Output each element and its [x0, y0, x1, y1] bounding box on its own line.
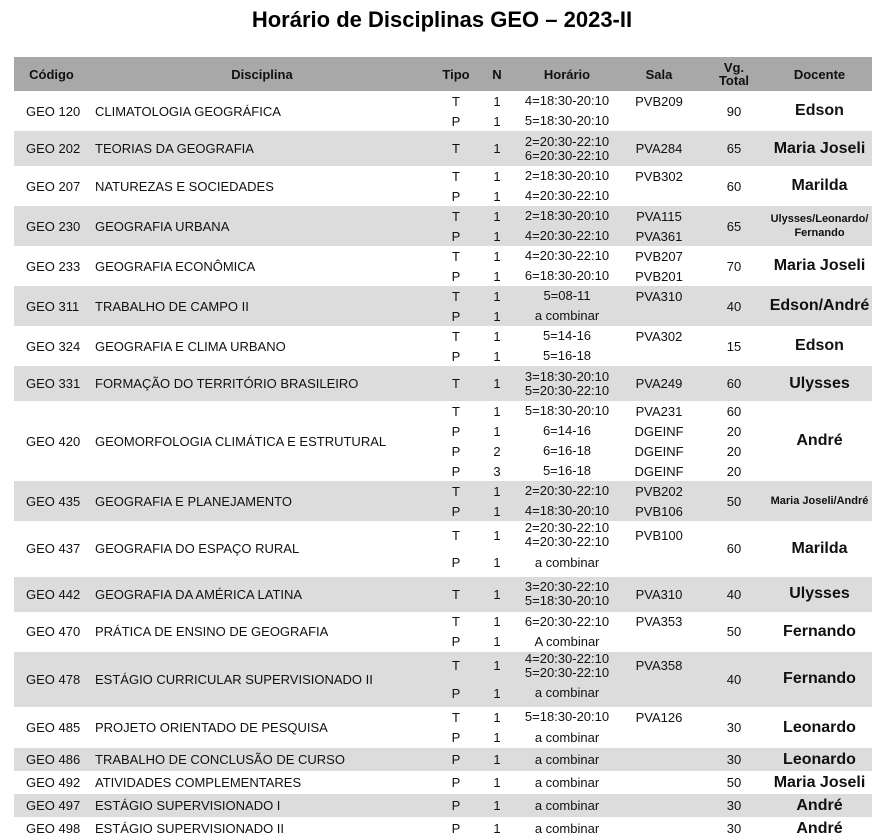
course-horario: 5=08-11: [517, 286, 617, 306]
course-tipo: P: [451, 348, 461, 364]
course-n: 1: [493, 821, 501, 836]
course-vagas: 30: [701, 794, 767, 817]
course-n: 1: [477, 680, 517, 708]
course-horario: 2=20:30-22:10: [517, 481, 617, 501]
course-tipo: P: [451, 775, 461, 790]
course-n: 1: [493, 328, 501, 344]
course-docente: Leonardo: [783, 718, 856, 736]
course-vagas: 60: [726, 541, 742, 557]
course-docente: Ulysses: [767, 577, 872, 612]
course-n: 1: [477, 794, 517, 817]
course-tipo: T: [452, 328, 460, 344]
course-vagas: 15: [726, 338, 742, 354]
course-vagas: 40: [701, 286, 767, 326]
course-docente: Maria Joseli/André: [767, 481, 872, 521]
course-horario: 4=20:30-22:10: [524, 188, 610, 203]
course-sala: PVB201: [635, 268, 683, 284]
course-docente: André: [796, 819, 843, 837]
course-sala: PVA358: [617, 652, 701, 680]
course-horario: 5=16-18: [542, 348, 592, 363]
header-tipo: Tipo: [435, 57, 477, 91]
course-n: 1: [477, 577, 517, 612]
course-docente: Fernando: [783, 622, 856, 640]
course-tipo: P: [451, 443, 461, 459]
header-docente: Docente: [767, 57, 872, 91]
course-name: ESTÁGIO SUPERVISIONADO I: [89, 794, 435, 817]
table-row: [14, 794, 872, 817]
course-horario: a combinar: [517, 680, 617, 708]
course-n: 1: [477, 286, 517, 306]
header-row: [14, 57, 872, 91]
course-tipo: T: [452, 709, 460, 725]
course-n: 1: [493, 709, 501, 725]
course-horario: a combinar: [517, 748, 617, 771]
course-sala: PVA126: [635, 709, 683, 725]
course-sala: PVA115: [617, 206, 701, 226]
course-code: GEO 442: [14, 577, 89, 612]
course-vagas: 50: [701, 481, 767, 521]
table-row: [14, 748, 872, 771]
course-vagas: 40: [701, 577, 767, 612]
table-row: [14, 707, 872, 728]
course-sala: PVB106: [617, 501, 701, 521]
page-title: Horário de Disciplinas GEO – 2023-II: [251, 7, 633, 32]
course-name: TRABALHO DE CONCLUSÃO DE CURSO: [89, 748, 435, 771]
course-vagas: 65: [701, 206, 767, 246]
course-code: GEO 435: [14, 481, 89, 521]
course-code: GEO 233: [26, 258, 81, 274]
course-horario: 5=14-16: [542, 328, 592, 343]
course-code: GEO 311: [14, 286, 89, 326]
course-vagas: 50: [726, 624, 742, 639]
course-docente: André: [796, 432, 843, 449]
course-code: GEO 497: [14, 794, 89, 817]
course-n: 1: [477, 748, 517, 771]
course-n: 1: [493, 93, 501, 109]
course-sala: DGEINF: [634, 443, 684, 459]
course-sala: [617, 632, 701, 652]
course-sala: PVA249: [617, 366, 701, 401]
course-n: 1: [477, 481, 517, 501]
course-horario: 4=18:30-20:10: [517, 501, 617, 521]
course-code: GEO 485: [26, 720, 81, 735]
course-horario: 5=18:30-20:10: [524, 709, 610, 725]
table-row: [14, 366, 872, 401]
course-sala: PVA231: [635, 403, 683, 419]
course-name: GEOGRAFIA ECONÔMICA: [95, 258, 256, 274]
course-horario: a combinar: [517, 794, 617, 817]
course-sala: DGEINF: [634, 423, 684, 439]
course-tipo: T: [452, 527, 460, 543]
course-code: GEO 492: [26, 775, 81, 790]
table-row: [14, 481, 872, 501]
course-sala: PVB302: [635, 168, 683, 184]
course-n: 1: [477, 131, 517, 166]
course-n: 1: [493, 403, 501, 419]
course-name: GEOGRAFIA DO ESPAÇO RURAL: [95, 541, 300, 557]
course-code: GEO 498: [26, 821, 81, 836]
course-horario: 4=20:30-22:10: [524, 248, 610, 263]
course-docente: Ulysses: [767, 366, 872, 401]
course-name: NATUREZAS E SOCIEDADES: [95, 178, 274, 194]
course-code: GEO 202: [14, 131, 89, 166]
course-n: 1: [493, 268, 501, 284]
course-docente: Edson: [795, 102, 844, 119]
course-tipo: P: [435, 306, 477, 326]
course-horario: 6=16-18: [542, 443, 592, 458]
course-horario: 4=20:30-22:10: [517, 226, 617, 246]
course-n: 1: [493, 730, 501, 746]
course-tipo: P: [435, 794, 477, 817]
course-vagas: 30: [726, 821, 742, 836]
course-tipo: T: [435, 481, 477, 501]
course-horario: 5=16-18: [542, 463, 592, 478]
course-sala: PVA302: [635, 328, 683, 344]
course-name: ESTÁGIO SUPERVISIONADO II: [95, 821, 285, 836]
course-tipo: P: [451, 634, 461, 649]
course-name: TEORIAS DA GEOGRAFIA: [89, 131, 435, 166]
course-code: GEO 230: [14, 206, 89, 246]
course-n: 1: [477, 206, 517, 226]
course-tipo: T: [452, 614, 460, 629]
course-tipo: P: [451, 268, 461, 284]
course-tipo: P: [451, 555, 461, 571]
course-sala: PVA361: [617, 226, 701, 246]
course-sala: [617, 748, 701, 771]
table-row: [14, 612, 872, 632]
course-code: GEO 324: [26, 338, 81, 354]
course-name: GEOMORFOLOGIA CLIMÁTICA E ESTRUTURAL: [95, 433, 387, 449]
course-name: GEOGRAFIA E PLANEJAMENTO: [89, 481, 435, 521]
course-n: 1: [493, 423, 501, 439]
course-tipo: P: [451, 821, 461, 836]
course-code: GEO 437: [26, 541, 81, 557]
course-vagas: 20: [726, 423, 742, 439]
course-vagas: 30: [701, 748, 767, 771]
course-sala: PVB100: [635, 527, 683, 543]
header-sala: Sala: [617, 57, 701, 91]
course-horario: A combinar: [534, 633, 600, 649]
course-docente: Leonardo: [767, 748, 872, 771]
course-horario: 6=20:30-22:10: [524, 613, 610, 629]
course-sala: [617, 306, 701, 326]
course-n: 1: [493, 555, 501, 571]
course-docente: André: [767, 794, 872, 817]
course-code: GEO 420: [26, 433, 81, 449]
course-sala: PVB207: [635, 248, 683, 264]
course-name: ATIVIDADES COMPLEMENTARES: [95, 775, 302, 790]
course-tipo: T: [452, 403, 460, 419]
course-vagas: 20: [726, 463, 742, 479]
course-vagas: 60: [726, 178, 742, 194]
course-n: 1: [477, 226, 517, 246]
course-tipo: T: [435, 206, 477, 226]
table-row: [14, 521, 872, 549]
course-tipo: P: [451, 113, 461, 129]
course-docente: Maria Joseli: [773, 773, 866, 791]
course-tipo: T: [435, 652, 477, 680]
course-sala: [617, 680, 701, 708]
table-row: [14, 286, 872, 306]
course-sala: [617, 728, 701, 749]
course-tipo: P: [451, 463, 461, 479]
table-row: [14, 166, 872, 186]
course-docente: Ulysses/Leonardo/ Fernando: [767, 206, 872, 246]
course-sala: [617, 771, 701, 794]
course-horario: 3=18:30-20:10 5=20:30-22:10: [517, 366, 617, 401]
course-horario: 6=18:30-20:10: [524, 268, 610, 283]
course-name: ESTÁGIO CURRICULAR SUPERVISIONADO II: [89, 652, 435, 708]
course-horario: 3=20:30-22:10 5=18:30-20:10: [517, 577, 617, 612]
course-n: 1: [493, 248, 501, 264]
course-tipo: T: [435, 286, 477, 306]
course-name: PROJETO ORIENTADO DE PESQUISA: [95, 720, 328, 735]
course-name: FORMAÇÃO DO TERRITÓRIO BRASILEIRO: [89, 366, 435, 401]
course-vagas: 20: [726, 443, 742, 459]
schedule-table: [14, 57, 872, 840]
table-row: [14, 652, 872, 680]
course-tipo: P: [451, 423, 461, 439]
header-n: N: [477, 57, 517, 91]
course-horario: a combinar: [534, 554, 600, 570]
course-tipo: P: [451, 188, 461, 204]
course-sala: [617, 794, 701, 817]
course-tipo: P: [435, 501, 477, 521]
course-docente: Marilda: [791, 177, 848, 194]
table-row: [14, 577, 872, 612]
course-vagas: 60: [726, 403, 742, 419]
course-horario: a combinar: [534, 820, 600, 836]
course-horario: 4=18:30-20:10: [524, 93, 610, 108]
course-n: 2: [493, 443, 501, 459]
course-vagas: 65: [701, 131, 767, 166]
course-sala: DGEINF: [634, 463, 684, 479]
course-sala: [617, 346, 701, 366]
course-vagas: 90: [726, 103, 742, 119]
course-horario: a combinar: [534, 774, 600, 790]
header-disciplina: Disciplina: [89, 57, 435, 91]
header-vagas: Vg. Total: [701, 57, 767, 91]
course-vagas: 50: [726, 775, 742, 790]
course-code: GEO 486: [14, 748, 89, 771]
course-tipo: P: [435, 226, 477, 246]
course-tipo: P: [435, 680, 477, 708]
course-tipo: T: [452, 93, 460, 109]
course-horario: 2=20:30-22:10 6=20:30-22:10: [517, 131, 617, 166]
course-tipo: T: [435, 577, 477, 612]
course-tipo: P: [451, 730, 461, 746]
course-horario: a combinar: [534, 729, 600, 745]
course-code: GEO 478: [14, 652, 89, 708]
course-sala: PVA353: [635, 614, 683, 629]
course-vagas: 70: [726, 258, 742, 274]
course-n: 1: [477, 652, 517, 680]
table-row: [14, 246, 872, 266]
course-name: TRABALHO DE CAMPO II: [89, 286, 435, 326]
course-name: PRÁTICA DE ENSINO DE GEOGRAFIA: [95, 624, 329, 639]
course-n: 1: [493, 527, 501, 543]
course-horario: 5=18:30-20:10: [524, 113, 610, 128]
course-n: 1: [477, 306, 517, 326]
course-horario: 2=20:30-22:10 4=20:30-22:10: [524, 520, 610, 549]
course-code: GEO 470: [26, 624, 81, 639]
course-horario: 5=18:30-20:10: [524, 403, 610, 418]
course-vagas: 60: [701, 366, 767, 401]
course-n: 1: [493, 614, 501, 629]
course-tipo: T: [452, 248, 460, 264]
course-code: GEO 120: [26, 103, 81, 119]
course-n: 1: [493, 188, 501, 204]
course-docente: Maria Joseli: [767, 131, 872, 166]
course-n: 1: [493, 775, 501, 790]
course-name: GEOGRAFIA DA AMÉRICA LATINA: [89, 577, 435, 612]
course-sala: [617, 549, 701, 577]
course-horario: 4=20:30-22:10 5=20:30-22:10: [517, 652, 617, 680]
course-vagas: 30: [726, 720, 742, 735]
table-row: [14, 131, 872, 166]
course-sala: PVA310: [617, 577, 701, 612]
course-sala: PVA310: [617, 286, 701, 306]
course-name: GEOGRAFIA URBANA: [89, 206, 435, 246]
course-sala: PVA284: [617, 131, 701, 166]
course-n: 1: [493, 168, 501, 184]
header-codigo: Código: [14, 57, 89, 91]
table-row: [14, 91, 872, 111]
table-row: [14, 401, 872, 421]
course-sala: [617, 186, 701, 206]
course-name: GEOGRAFIA E CLIMA URBANO: [95, 338, 286, 354]
course-docente: Maria Joseli: [773, 257, 866, 274]
course-vagas: 40: [701, 652, 767, 708]
course-n: 3: [493, 463, 501, 479]
course-horario: 6=14-16: [542, 423, 592, 438]
course-tipo: T: [452, 168, 460, 184]
course-n: 1: [493, 113, 501, 129]
course-code: GEO 207: [26, 178, 81, 194]
course-tipo: T: [435, 366, 477, 401]
course-sala: [617, 111, 701, 131]
header-horario: Horário: [517, 57, 617, 91]
course-n: 1: [477, 501, 517, 521]
course-docente: Edson/André: [767, 286, 872, 326]
course-horario: a combinar: [517, 306, 617, 326]
course-horario: 2=18:30-20:10: [524, 168, 610, 183]
course-horario: 2=18:30-20:10: [517, 206, 617, 226]
course-sala: PVB209: [635, 93, 683, 109]
table-row: [14, 771, 872, 794]
course-n: 1: [477, 366, 517, 401]
course-docente: Marilda: [791, 539, 848, 557]
course-code: GEO 331: [14, 366, 89, 401]
table-row: [14, 326, 872, 346]
course-sala: PVB202: [617, 481, 701, 501]
course-tipo: T: [435, 131, 477, 166]
course-name: CLIMATOLOGIA GEOGRÁFICA: [95, 103, 281, 119]
course-n: 1: [493, 348, 501, 364]
course-docente: Edson: [795, 337, 844, 354]
course-n: 1: [493, 634, 501, 649]
course-tipo: P: [435, 748, 477, 771]
table-row: [14, 206, 872, 226]
course-docente: Fernando: [767, 652, 872, 708]
